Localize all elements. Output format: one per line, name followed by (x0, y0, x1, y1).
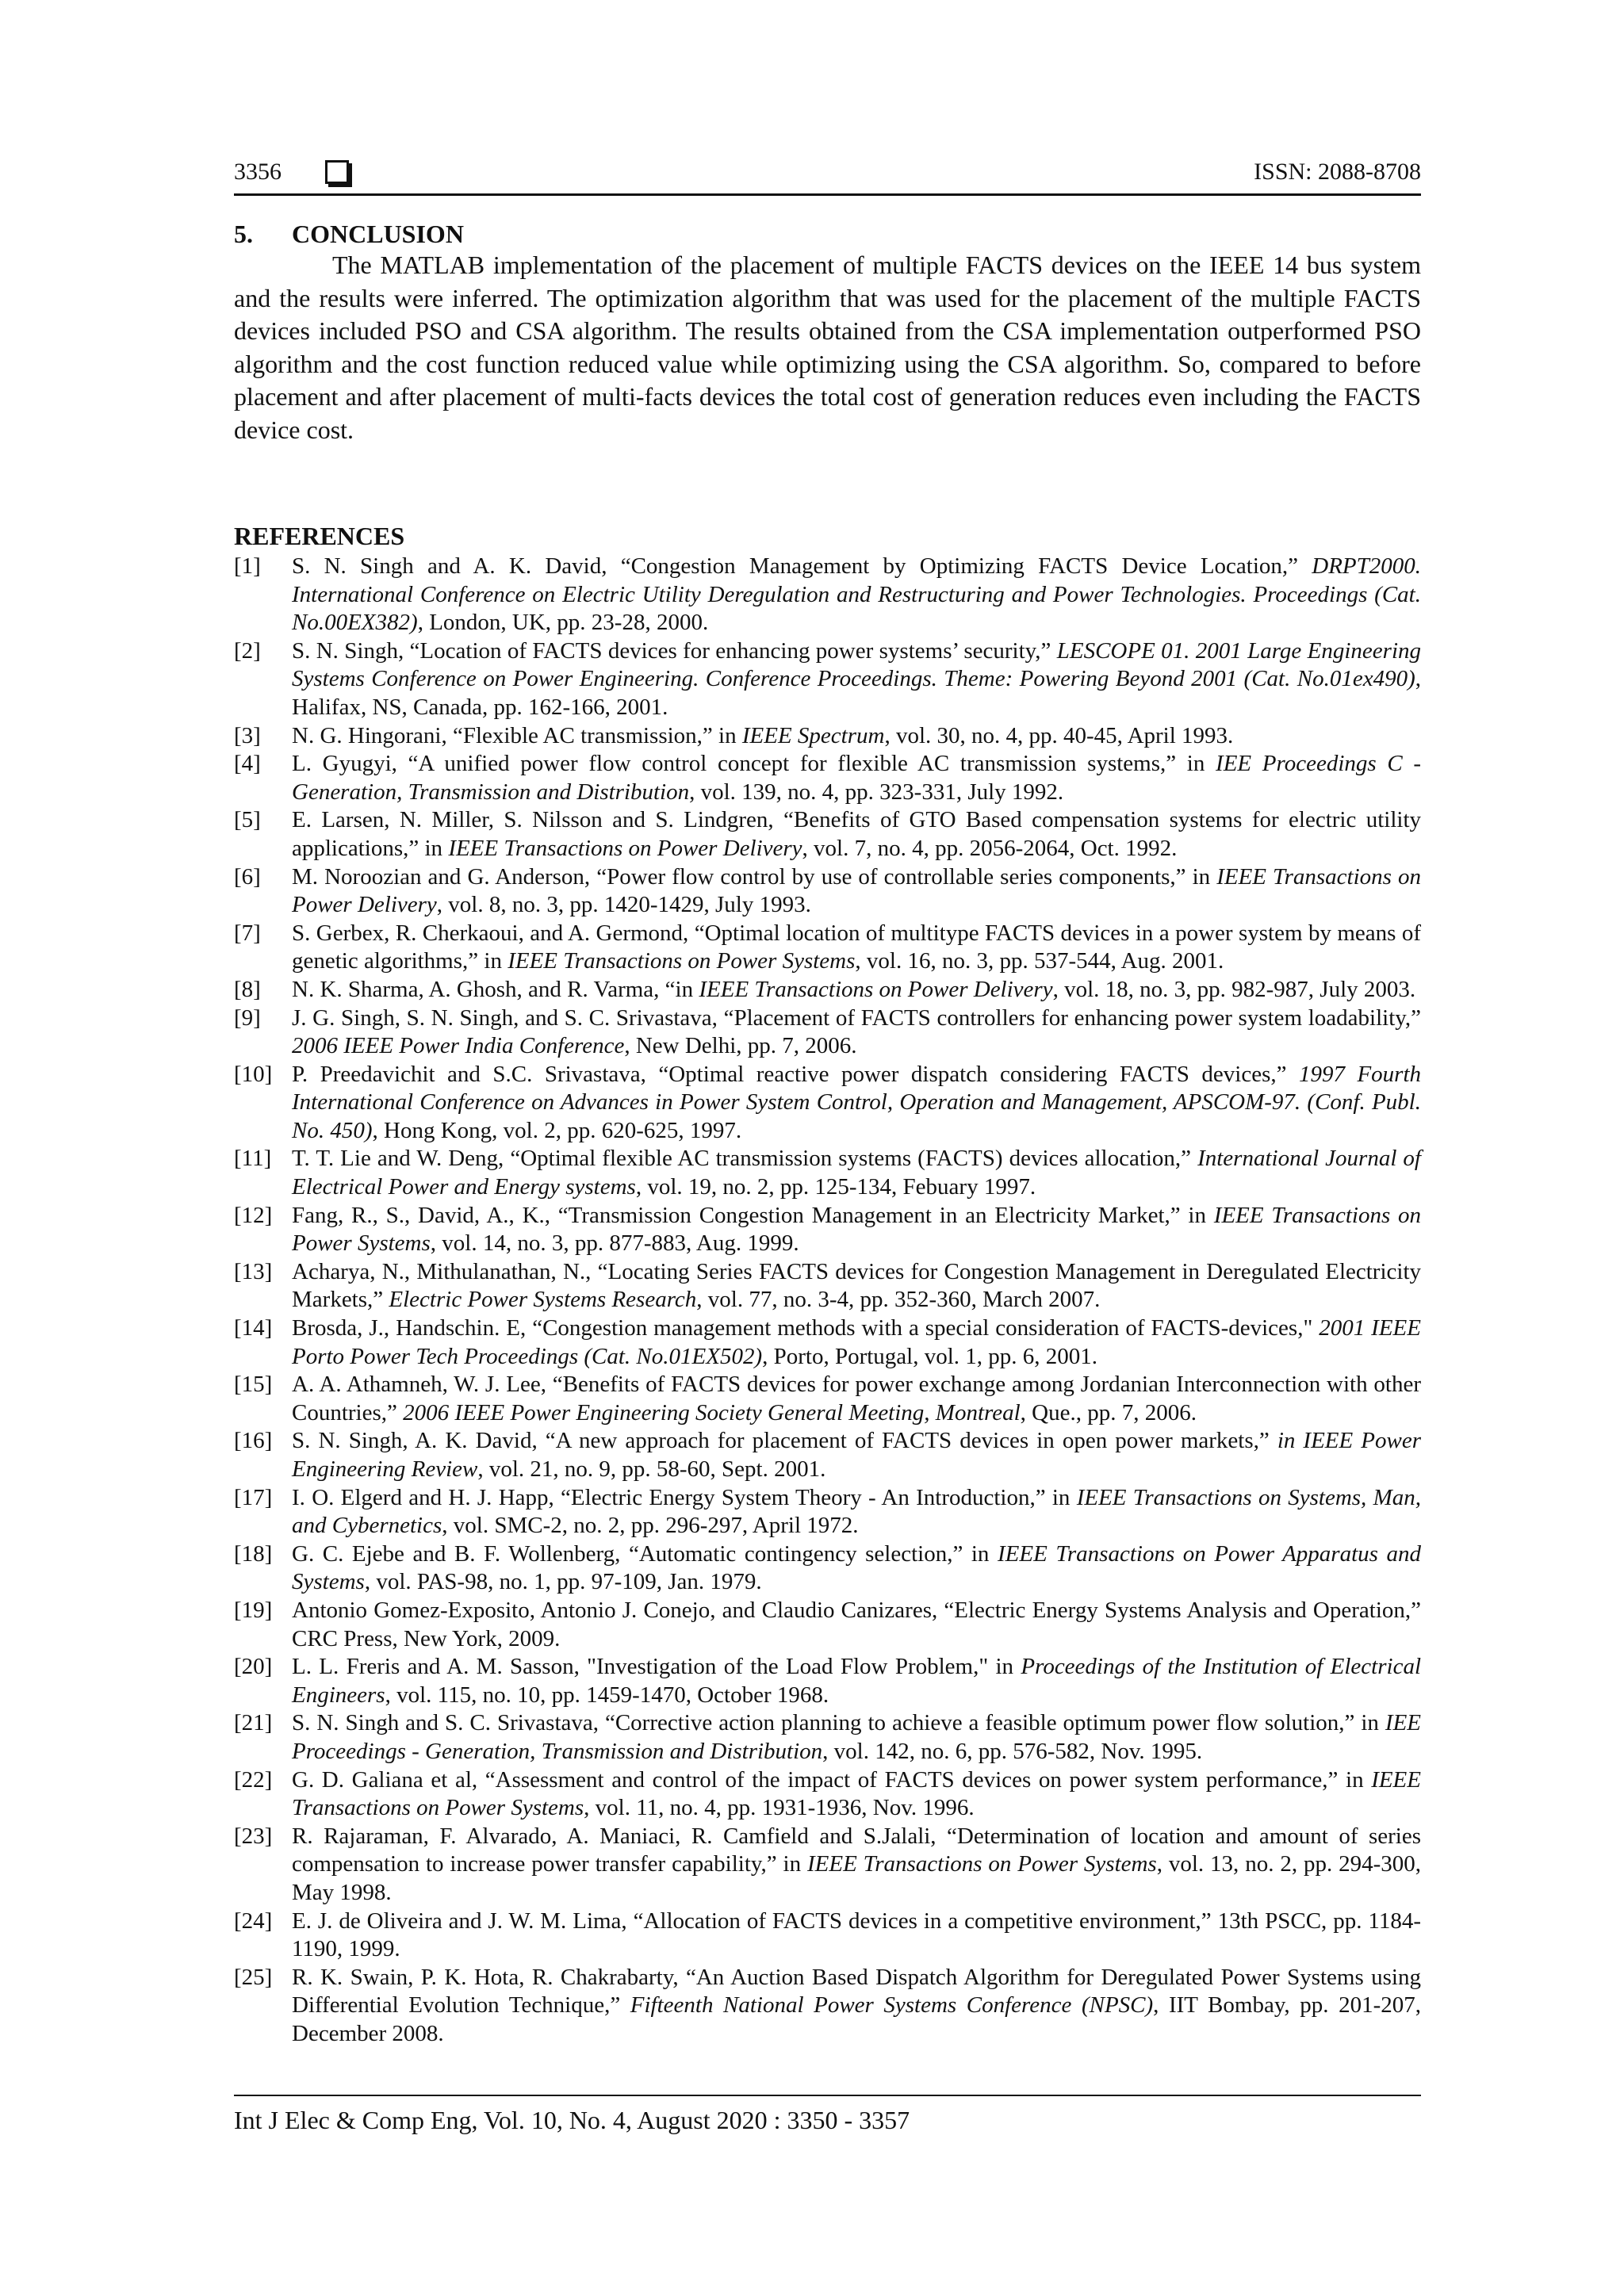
reference-venue: 1997 Fourth International Conference on Advances in Power System Control, Operation and Management, APSCOM-97. (Conf. Publ. No. 450) (292, 1061, 1421, 1143)
footer-citation: Int J Elec & Comp Eng, Vol. 10, No. 4, August 2020 : 3350 - 3357 (234, 2106, 910, 2134)
reference-authors-title: J. G. Singh, S. N. Singh, and S. C. Srivastava, “Placement of FACTS controllers for enhancing power system loadability,” (292, 1004, 1421, 1031)
reference-item (234, 1823, 1421, 1908)
reference-item (234, 637, 1421, 722)
reference-details: , Que., pp. 7, 2006. (1020, 1399, 1197, 1425)
reference-number: [13] (234, 1258, 273, 1284)
reference-item (234, 750, 1421, 806)
reference-item (234, 1597, 1421, 1653)
reference-details: , vol. PAS-98, no. 1, pp. 97-109, Jan. 1979. (364, 1569, 762, 1595)
reference-authors-title: T. T. Lie and W. Deng, “Optimal flexible AC transmission systems (FACTS) devices allocation,” (292, 1146, 1198, 1172)
square-bullet-icon (325, 160, 349, 184)
reference-text (292, 750, 1421, 806)
reference-item (234, 1371, 1421, 1427)
reference-number: [4] (234, 751, 261, 777)
reference-details: , vol. SMC-2, no. 2, pp. 296-297, April 1972. (442, 1513, 859, 1539)
reference-text (292, 1653, 1421, 1709)
reference-venue: International Journal of Electrical Power and Energy systems (292, 1146, 1421, 1200)
reference-number: [3] (234, 722, 261, 748)
reference-details: , vol. 115, no. 10, pp. 1459-1470, October 1968. (385, 1682, 829, 1708)
reference-text (292, 976, 1421, 1004)
reference-number: [5] (234, 807, 261, 833)
reference-authors-title: G. C. Ejebe and B. F. Wollenberg, “Automatic contingency selection,” in (292, 1540, 998, 1567)
reference-item (234, 1202, 1421, 1258)
reference-item (234, 1653, 1421, 1709)
reference-number: [25] (234, 1964, 273, 1990)
reference-item (234, 863, 1421, 920)
reference-item (234, 1964, 1421, 2049)
reference-text (292, 1766, 1421, 1823)
reference-authors-title: L. Gyugyi, “A unified power flow control concept for flexible AC transmission systems,” in (292, 751, 1216, 777)
reference-item (234, 553, 1421, 637)
reference-details: , vol. 19, no. 2, pp. 125-134, Febuary 1997. (635, 1174, 1036, 1200)
reference-text (292, 722, 1421, 751)
reference-number: [1] (234, 553, 261, 579)
reference-details: , vol. 142, no. 6, pp. 576-582, Nov. 1995. (822, 1738, 1203, 1764)
reference-authors-title: N. G. Hingorani, “Flexible AC transmission,” in (292, 722, 742, 748)
reference-text (292, 1540, 1421, 1597)
reference-text (292, 1964, 1421, 2049)
conclusion-paragraph: The MATLAB implementation of the placement of multiple FACTS devices on the IEEE 14 bus system and the results were inferred. The optimization algorithm that was used for the placement of the multiple FACTS devices included PSO and CSA algorithm. The results obtained from the CSA implementation outperformed PSO algorithm and the cost function reduced value while optimizing using the CSA algorithm. So, compared to before placement and after placement of multi-facts devices the total cost of generation reduces even including the FACTS device cost. (234, 251, 1421, 444)
reference-item (234, 1314, 1421, 1371)
reference-details: , London, UK, pp. 23-28, 2000. (417, 610, 709, 636)
reference-authors-title: S. N. Singh, “Location of FACTS devices for enhancing power systems’ security,” (292, 637, 1057, 664)
reference-number: [9] (234, 1004, 261, 1031)
reference-text (292, 1145, 1421, 1201)
reference-authors-title: M. Noroozian and G. Anderson, “Power flow control by use of controllable series components,” in (292, 863, 1217, 890)
reference-item (234, 1004, 1421, 1061)
reference-number: [22] (234, 1766, 273, 1793)
reference-authors-title: S. Gerbex, R. Cherkaoui, and A. Germond, “Optimal location of multitype FACTS devices in a power system by means of genetic algorithms,” in (292, 920, 1421, 974)
reference-venue: Electric Power Systems Research (389, 1287, 697, 1313)
reference-venue: IEEE Transactions on Power Delivery (292, 863, 1421, 918)
section-heading (234, 219, 1421, 249)
reference-text (292, 1202, 1421, 1258)
reference-authors-title: E. Larsen, N. Miller, S. Nilsson and S. Lindgren, “Benefits of GTO Based compensation systems for electric utility applications,” in (292, 807, 1421, 861)
reference-authors-title: N. K. Sharma, A. Ghosh, and R. Varma, “in (292, 976, 699, 1002)
reference-item (234, 976, 1421, 1004)
reference-details: , New Delhi, pp. 7, 2006. (624, 1033, 857, 1059)
reference-details: , vol. 11, no. 4, pp. 1931-1936, Nov. 1996. (584, 1795, 975, 1821)
reference-venue: DRPT2000. International Conference on Electric Utility Deregulation and Restructuring and Power Technologies. Proceedings (Cat. No.00EX382) (292, 553, 1421, 636)
page-header (234, 155, 1421, 196)
reference-text (292, 1258, 1421, 1314)
reference-details: , vol. 18, no. 3, pp. 982-987, July 2003. (1052, 976, 1416, 1002)
section-title: CONCLUSION (292, 220, 464, 248)
reference-text (292, 1709, 1421, 1766)
reference-venue: in IEEE Power Engineering Review (292, 1428, 1422, 1482)
reference-venue: 2006 IEEE Power Engineering Society General Meeting, Montreal (403, 1399, 1021, 1425)
reference-number: [7] (234, 920, 261, 946)
reference-number: [23] (234, 1823, 273, 1849)
reference-venue: 2001 IEEE Porto Power Tech Proceedings (Cat. No.01EX502) (292, 1315, 1421, 1369)
reference-authors-title: R. Rajaraman, F. Alvarado, A. Maniaci, R. Camfield and S.Jalali, “Determination of location and amount of series compensation to increase power transfer capability,” in (292, 1823, 1421, 1877)
reference-details: , vol. 77, no. 3-4, pp. 352-360, March 2007. (696, 1287, 1101, 1313)
reference-details: , vol. 21, no. 9, pp. 58-60, Sept. 2001. (477, 1456, 826, 1482)
reference-number: [14] (234, 1315, 273, 1341)
reference-item (234, 920, 1421, 976)
reference-authors-title: L. L. Freris and A. M. Sasson, "Investigation of the Load Flow Problem," in (292, 1654, 1021, 1680)
reference-number: [11] (234, 1146, 272, 1172)
reference-venue: IEEE Transactions on Power Delivery (448, 835, 802, 861)
reference-number: [16] (234, 1428, 273, 1454)
reference-number: [20] (234, 1654, 273, 1680)
reference-details: , Porto, Portugal, vol. 1, pp. 6, 2001. (762, 1343, 1098, 1369)
reference-venue: IEEE Transactions on Power Systems (292, 1766, 1421, 1821)
reference-details: , vol. 7, no. 4, pp. 2056-2064, Oct. 1992. (802, 835, 1178, 861)
reference-item (234, 1258, 1421, 1314)
reference-item (234, 1427, 1421, 1483)
reference-number: [21] (234, 1710, 273, 1736)
reference-authors-title: Brosda, J., Handschin. E, “Congestion management methods with a special consideration of FACTS-devices," (292, 1315, 1320, 1341)
reference-authors-title: I. O. Elgerd and H. J. Happ, “Electric Energy System Theory - An Introduction,” in (292, 1484, 1077, 1510)
reference-authors-title: P. Preedavichit and S.C. Srivastava, “Optimal reactive power dispatch considering FACTS devices,” (292, 1061, 1299, 1087)
reference-list (234, 553, 1421, 2048)
reference-venue: IEEE Transactions on Power Delivery (699, 976, 1053, 1002)
reference-authors-title: S. N. Singh and S. C. Srivastava, “Corrective action planning to achieve a feasible optimum power flow solution,” in (292, 1710, 1385, 1736)
reference-venue: IEE Proceedings - Generation, Transmission and Distribution (292, 1710, 1421, 1764)
reference-details: , vol. 30, no. 4, pp. 40-45, April 1993. (884, 722, 1234, 748)
reference-number: [8] (234, 976, 261, 1002)
reference-authors-title: Antonio Gomez-Exposito, Antonio J. Conejo, and Claudio Canizares, “Electric Energy Systems Analysis and Operation,” CRC Press, New York, 2009. (292, 1597, 1421, 1651)
reference-item (234, 1709, 1421, 1766)
reference-venue: IEEE Transactions on Power Systems (806, 1851, 1157, 1877)
reference-number: [6] (234, 863, 261, 890)
reference-venue: Fifteenth National Power Systems Conference (NPSC) (630, 1992, 1154, 2019)
reference-text (292, 920, 1421, 976)
reference-venue: LESCOPE 01. 2001 Large Engineering Systems Conference on Power Engineering. Conference Proceedings. Theme: Powering Beyond 2001 (Cat. No.01ex490) (292, 637, 1422, 692)
reference-venue: IEEE Transactions on Power Systems (292, 1202, 1422, 1257)
page-number: 3356 (234, 159, 282, 185)
reference-details: , vol. 139, no. 4, pp. 323-331, July 1992. (689, 779, 1064, 805)
reference-number: [2] (234, 637, 261, 664)
reference-details: , vol. 14, no. 3, pp. 877-883, Aug. 1999. (430, 1230, 799, 1257)
reference-authors-title: Acharya, N., Mithulanathan, N., “Locating Series FACTS devices for Congestion Management in Deregulated Electricity Markets,” (292, 1258, 1421, 1313)
reference-number: [10] (234, 1061, 273, 1087)
reference-text (292, 1823, 1421, 1908)
reference-item (234, 1766, 1421, 1823)
reference-details: , vol. 8, no. 3, pp. 1420-1429, July 1993. (436, 892, 811, 918)
reference-text (292, 1004, 1421, 1061)
reference-number: [19] (234, 1597, 273, 1623)
page-content (234, 219, 1421, 2048)
references-heading: REFERENCES (234, 522, 405, 550)
reference-text (292, 553, 1421, 637)
reference-item (234, 1484, 1421, 1540)
reference-venue: IEEE Transactions on Power Systems (508, 948, 856, 974)
reference-item (234, 1908, 1421, 1964)
reference-venue: IEEE Spectrum (741, 722, 885, 748)
reference-text (292, 806, 1421, 863)
section-number: 5. (234, 220, 253, 248)
reference-details: , IIT Bombay, pp. 201-207, December 2008. (292, 1992, 1421, 2046)
issn-label: ISSN: 2088-8708 (1254, 159, 1421, 185)
reference-details: , vol. 13, no. 2, pp. 294-300, May 1998. (292, 1851, 1422, 1905)
reference-venue: 2006 IEEE Power India Conference (292, 1033, 625, 1059)
reference-text (292, 1427, 1421, 1483)
reference-venue: IEEE Transactions on Power Apparatus and Systems (292, 1540, 1421, 1595)
reference-text (292, 1908, 1421, 1964)
reference-venue: IEEE Transactions on Systems, Man, and Cybernetics (292, 1484, 1421, 1539)
reference-details: , Halifax, NS, Canada, pp. 162-166, 2001. (292, 666, 1421, 720)
reference-text (292, 637, 1421, 722)
reference-number: [24] (234, 1908, 273, 1934)
reference-venue: IEE Proceedings C - Generation, Transmission and Distribution (292, 751, 1421, 805)
reference-authors-title: E. J. de Oliveira and J. W. M. Lima, “Allocation of FACTS devices in a competitive environment,” 13th PSCC, pp. 1184-1190, 1999. (292, 1908, 1421, 1962)
reference-text (292, 863, 1421, 920)
reference-authors-title: S. N. Singh and A. K. David, “Congestion Management by Optimizing FACTS Device Location,” (292, 553, 1312, 579)
reference-authors-title: Fang, R., S., David, A., K., “Transmission Congestion Management in an Electricity Market,” in (292, 1202, 1214, 1228)
reference-number: [18] (234, 1540, 273, 1567)
reference-item (234, 1145, 1421, 1201)
reference-authors-title: R. K. Swain, P. K. Hota, R. Chakrabarty, “An Auction Based Dispatch Algorithm for Deregulated Power Systems using Differential Evolution Technique,” (292, 1964, 1421, 2019)
reference-text (292, 1371, 1421, 1427)
reference-number: [12] (234, 1202, 273, 1228)
reference-item (234, 1540, 1421, 1597)
reference-text (292, 1484, 1421, 1540)
reference-authors-title: S. N. Singh, A. K. David, “A new approach for placement of FACTS devices in open power markets,” (292, 1428, 1277, 1454)
reference-venue: Proceedings of the Institution of Electrical Engineers (292, 1654, 1421, 1708)
reference-details: , Hong Kong, vol. 2, pp. 620-625, 1997. (372, 1117, 742, 1143)
reference-number: [15] (234, 1372, 273, 1398)
reference-authors-title: G. D. Galiana et al, “Assessment and control of the impact of FACTS devices on power system performance,” in (292, 1766, 1372, 1793)
reference-details: , vol. 16, no. 3, pp. 537-544, Aug. 2001. (855, 948, 1224, 974)
reference-text (292, 1314, 1421, 1371)
reference-number: [17] (234, 1484, 273, 1510)
reference-text (292, 1597, 1421, 1653)
reference-text (292, 1061, 1421, 1146)
reference-authors-title: A. A. Athamneh, W. J. Lee, “Benefits of FACTS devices for power exchange among Jordanian Interconnection with other Countries,” (292, 1372, 1421, 1425)
reference-item (234, 722, 1421, 751)
page-footer (234, 2095, 1421, 2135)
reference-item (234, 1061, 1421, 1146)
reference-item (234, 806, 1421, 863)
